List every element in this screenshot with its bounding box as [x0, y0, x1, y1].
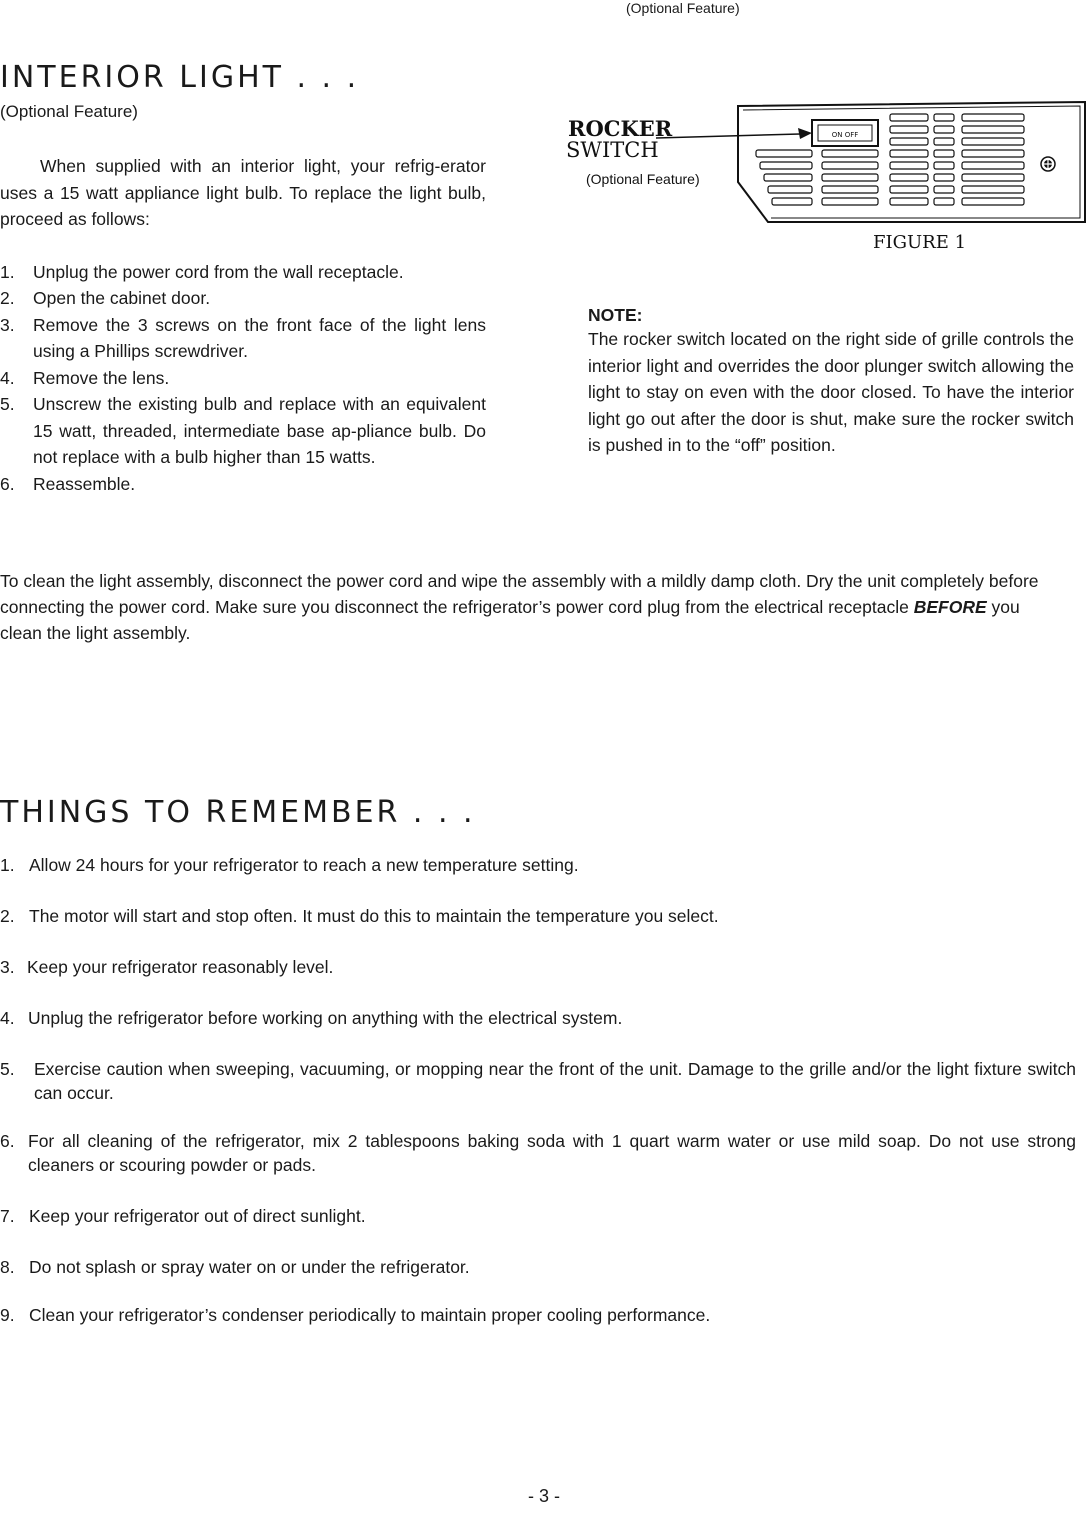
interior-light-heading: INTERIOR LIGHT . . .: [0, 60, 360, 95]
page-number: - 3 -: [527, 1486, 560, 1506]
item-number: 1.: [0, 855, 15, 875]
cleaning-text: To clean the light assembly, disconnect the power cord and wipe the assembly with a mildly damp cloth. Dry the unit completely before connecting the power cord. Make sure you disconnect the refrigerator’s power cord plug from the electrical receptacle: [0, 571, 1039, 617]
list-item: [0, 1303, 1076, 1327]
switch-label: ON OFF: [831, 131, 859, 139]
list-item: [0, 1255, 1076, 1279]
switch-label-word: SWITCH: [566, 138, 659, 162]
rocker-label: ROCKER: [568, 116, 673, 141]
item-text: Keep your refrigerator reasonably level.: [27, 957, 334, 977]
figure-1-grille-illustration: [560, 98, 1088, 258]
list-item: [0, 1006, 1076, 1030]
interior-light-instructions: [0, 153, 486, 497]
item-text: Clean your refrigerator’s condenser periodically to maintain proper cooling performance.: [29, 1305, 711, 1325]
step-number: 1.: [0, 261, 15, 282]
step-text: Unscrew the existing bulb and replace with an equivalent 15 watt, threaded, intermediate base ap-pliance bulb. Do not replace with a bulb higher than 15 watts.: [33, 394, 486, 467]
step-text: Remove the 3 screws on the front face of the light lens using a Phillips screwdriver.: [33, 314, 486, 361]
figure-optional-feature-label: (Optional Feature): [586, 171, 700, 187]
item-text: Unplug the refrigerator before working on anything with the electrical system.: [28, 1008, 623, 1028]
before-emphasis: BEFORE: [913, 597, 987, 617]
step-text: Reassemble.: [33, 473, 136, 494]
step-text: Unplug the power cord from the wall receptacle.: [33, 261, 404, 282]
item-text: Exercise caution when sweeping, vacuuming, or mopping near the front of the unit. Damage to the grille and/or the light fixture switch can occur.: [34, 1059, 1076, 1103]
step-number: 2.: [0, 288, 15, 308]
screw-icon: [1041, 157, 1055, 171]
list-item: [0, 1057, 1076, 1105]
list-item: [0, 365, 486, 392]
top-caption: (Optional Feature): [626, 0, 740, 16]
things-to-remember-heading: THINGS TO REMEMBER . . .: [0, 795, 476, 830]
step-text: Remove the lens.: [33, 367, 170, 388]
figure-caption: FIGURE 1: [873, 232, 967, 253]
list-item: [0, 312, 486, 365]
cleaning-paragraph: [0, 568, 1060, 646]
item-number: 2.: [0, 906, 15, 926]
step-number: 4.: [0, 367, 15, 388]
interior-light-subtitle: (Optional Feature): [0, 102, 138, 121]
list-item: [0, 259, 486, 286]
list-item: [0, 391, 486, 471]
item-number: 5.: [0, 1059, 15, 1079]
list-item: [0, 955, 1076, 979]
item-number: 9.: [0, 1305, 15, 1325]
list-item: [0, 1204, 1076, 1228]
interior-light-intro: When supplied with an interior light, your refrig-erator uses a 15 watt appliance light bulb. To replace the light bulb, proceed as follows:: [0, 156, 486, 229]
note-heading: NOTE:: [588, 305, 643, 325]
item-number: 6.: [0, 1131, 15, 1151]
list-item: [0, 471, 486, 498]
item-text: Allow 24 hours for your refrigerator to reach a new temperature setting.: [29, 855, 579, 875]
item-number: 7.: [0, 1206, 15, 1226]
step-number: 3.: [0, 314, 15, 335]
item-text: Keep your refrigerator out of direct sunlight.: [29, 1206, 366, 1226]
note-block: [588, 305, 1074, 459]
step-number: 6.: [0, 473, 15, 494]
item-number: 8.: [0, 1257, 15, 1277]
item-number: 4.: [0, 1008, 15, 1028]
step-text: Open the cabinet door.: [33, 288, 211, 308]
list-item: [0, 904, 1076, 928]
item-text: For all cleaning of the refrigerator, mix 2 tablespoons baking soda with 1 quart warm water or use mild soap. Do not use strong cleaners or scouring powder or pads.: [28, 1131, 1076, 1175]
grille-vents: [756, 114, 1024, 205]
item-text: The motor will start and stop often. It must do this to maintain the temperature you select.: [29, 906, 719, 926]
list-item: [0, 853, 1076, 877]
cleaning-text-end: you clean the light assembly.: [0, 597, 1020, 643]
list-item: [0, 1129, 1076, 1177]
item-number: 3.: [0, 957, 15, 977]
item-text: Do not splash or spray water on or under the refrigerator.: [29, 1257, 470, 1277]
step-number: 5.: [0, 394, 15, 414]
bulb-replacement-steps: [0, 259, 486, 498]
list-item: [0, 285, 486, 312]
note-text: The rocker switch located on the right side of grille controls the interior light and overrides the door plunger switch allowing the light to stay on even with the door closed. To have the interior light go out after the door is shut, make sure the rocker switch is pushed in to the “off” position.: [588, 329, 1074, 455]
